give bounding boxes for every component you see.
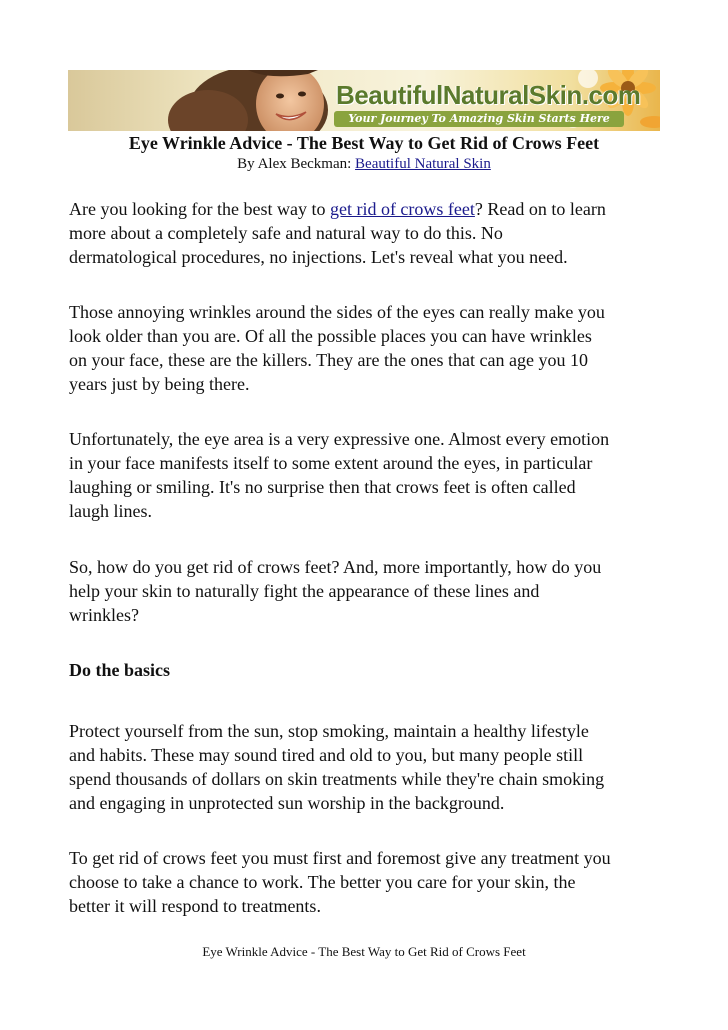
crows-feet-link[interactable]: get rid of crows feet <box>329 199 475 219</box>
paragraph-line: on your face, these are the killers. They are the ones that can age you 10 <box>69 350 588 370</box>
byline-prefix: By Alex Beckman: <box>237 156 356 172</box>
paragraph-line: and engaging in unprotected sun worship in the background. <box>69 793 505 813</box>
paragraph-line: look older than you are. Of all the possible places you can have wrinkles <box>69 326 592 346</box>
text-run: Are you looking for the best way to <box>69 199 330 219</box>
paragraph-line: laugh lines. <box>69 501 152 521</box>
paragraph-intro <box>69 197 669 269</box>
header-banner <box>68 70 660 131</box>
brand-tagline: Your Journey To Amazing Skin Starts Here <box>334 111 624 127</box>
page-footer: Eye Wrinkle Advice - The Best Way to Get Rid of Crows Feet <box>202 944 526 959</box>
paragraph-line: dermatological procedures, no injections. Let's reveal what you need. <box>69 247 568 267</box>
paragraph-line: Those annoying wrinkles around the sides of the eyes can really make you <box>69 302 605 322</box>
paragraph-line: more about a completely safe and natural way to do this. No <box>69 223 503 243</box>
paragraph-line: help your skin to naturally fight the appearance of these lines and <box>69 581 540 601</box>
brand-name: BeautifulNaturalSkin.com <box>336 80 641 110</box>
paragraph-line: and habits. These may sound tired and old to you, but many people still <box>69 745 584 765</box>
paragraph-line: better it will respond to treatments. <box>69 896 321 916</box>
section-heading: Do the basics <box>69 660 171 680</box>
site-link[interactable]: Beautiful Natural Skin <box>355 156 491 172</box>
text-run: ? Read on to learn <box>474 199 606 219</box>
paragraph-basics <box>69 719 669 815</box>
paragraph-line: in your face manifests itself to some extent around the eyes, in particular <box>69 453 593 473</box>
paragraph-line: To get rid of crows feet you must first and foremost give any treatment you <box>69 848 611 868</box>
paragraph-line: So, how do you get rid of crows feet? And, more importantly, how do you <box>69 557 602 577</box>
paragraph-line: laughing or smiling. It's no surprise then that crows feet is often called <box>69 477 576 497</box>
paragraph-wrinkles <box>69 300 669 396</box>
paragraph-expressive <box>69 427 669 523</box>
paragraph-line: Unfortunately, the eye area is a very expressive one. Almost every emotion <box>69 429 610 449</box>
document-title: Eye Wrinkle Advice - The Best Way to Get Rid of Crows Feet <box>128 133 600 153</box>
paragraph-line: spend thousands of dollars on skin treatments while they're chain smoking <box>69 769 605 789</box>
paragraph-question <box>69 555 669 627</box>
paragraph-line: Protect yourself from the sun, stop smoking, maintain a healthy lifestyle <box>69 721 589 741</box>
paragraph-line: choose to take a chance to work. The better you care for your skin, the <box>69 872 576 892</box>
paragraph-line <box>69 197 669 221</box>
paragraph-line: years just by being there. <box>69 374 250 394</box>
paragraph-treatment <box>69 846 669 918</box>
byline <box>68 154 660 174</box>
paragraph-line: wrinkles? <box>69 605 139 625</box>
